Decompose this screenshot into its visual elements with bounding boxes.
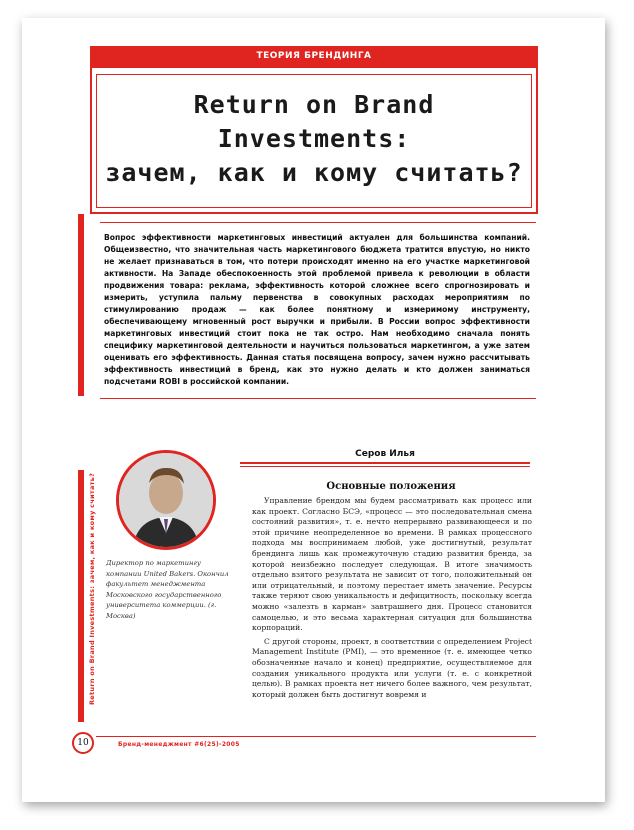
author-bio: Директор по маркетингу компании United Bakers. Окончил факультет менеджмента Московского государственного университета коммерции. (г. Москва) xyxy=(106,559,229,620)
title-line-3: зачем, как и кому считать? xyxy=(105,158,523,187)
author-rule-thick xyxy=(240,462,530,464)
vertical-article-title: Return on Brand Investments: зачем, как и кому считать? xyxy=(88,472,96,705)
author-rule-thin xyxy=(240,466,530,467)
abstract-bottom-rule xyxy=(100,398,536,399)
author-photo xyxy=(116,450,216,550)
author-portrait-icon xyxy=(119,453,213,547)
magazine-issue: Бренд-менеджмент #6(25)-2005 xyxy=(118,741,240,748)
title-line-1: Return on Brand xyxy=(193,90,435,119)
abstract-side-stripe xyxy=(78,214,84,396)
article-abstract: Вопрос эффективности маркетинговых инвестиций актуален для большинства компаний. Общеизвестно, что значительная часть маркетингового бюджета тратится впустую, но никто не желает признаваться в том, что потери происходят именно на его участке маркетинговой активности. На Западе обеспокоенность этой проблемой привела к революции в области продвижения товара: реклама, эффективность которой сложнее всего спрогнозировать и измерить, уступила пальму первенства в совокупных расходах мероприятиям по стимулированию продаж — как более понятному и измеримому инструменту, обеспечивающему мгновенный рост выручки и прибыли. В России вопрос эффективности маркетинговых инвестиций стоит пока не так остро. Нам необходимо сначала понять специфику маркетинговой деятельности и научиться пользоваться маркетингом, а уже затем оценивать его эффективность. Данная статья посвящена вопросу, зачем нужно рассчитывать эффективность инвестиций в бренд, как это нужно делать и кто должен заниматься подсчетами ROBI в российской компании. xyxy=(104,233,530,386)
body-paragraph-1: Управление брендом мы будем рассматривать как процесс или как проект. Согласно БСЭ, «процесс — это последовательная смена состояний развития», т. е. нечто непрерывно развивающееся и по этой причине неопределенное во времени. В рамках процессного подхода мы воспринимаем любой, уже достигнутый, результат брендинга лишь как промежуточную стадию развития бренда, за которой неизбежно последует следующая. В итоге значимость отдельно взятого результата не зависит от того, положительный он или отрицательный, и поэтому перестает иметь значение. Ресурсы также теряют свою уникальность и дефицитность, поскольку всегда можно «залезть в карман» завтрашнего дня. Процесс становится самоцелью, и это весьма характерная ситуация для большинства корпораций. xyxy=(252,496,532,633)
section-header-bar xyxy=(90,46,538,66)
section-label: ТЕОРИЯ БРЕНДИНГА xyxy=(256,51,372,61)
section-heading: Основные положения xyxy=(326,481,456,492)
article-title xyxy=(96,88,532,190)
page-number: 10 xyxy=(72,732,94,754)
title-line-2: Investments: xyxy=(217,124,411,153)
abstract-top-rule xyxy=(100,222,536,223)
body-paragraph-2: С другой стороны, проект, в соответствии с определением Project Management Institute (PMI), — это временное (т. е. имеющее четко обозначенные начало и конец) предприятие, осуществляемое для создания уникального продукта или услуги (т. е. с конкретной целью). В рамках проекта нет ничего более важного, чем результат, который должен быть достигнут вовремя и xyxy=(252,636,532,699)
footer-rule xyxy=(96,736,536,737)
body-side-stripe xyxy=(78,470,84,722)
article-body xyxy=(252,496,532,703)
author-name: Серов Илья xyxy=(355,449,415,459)
